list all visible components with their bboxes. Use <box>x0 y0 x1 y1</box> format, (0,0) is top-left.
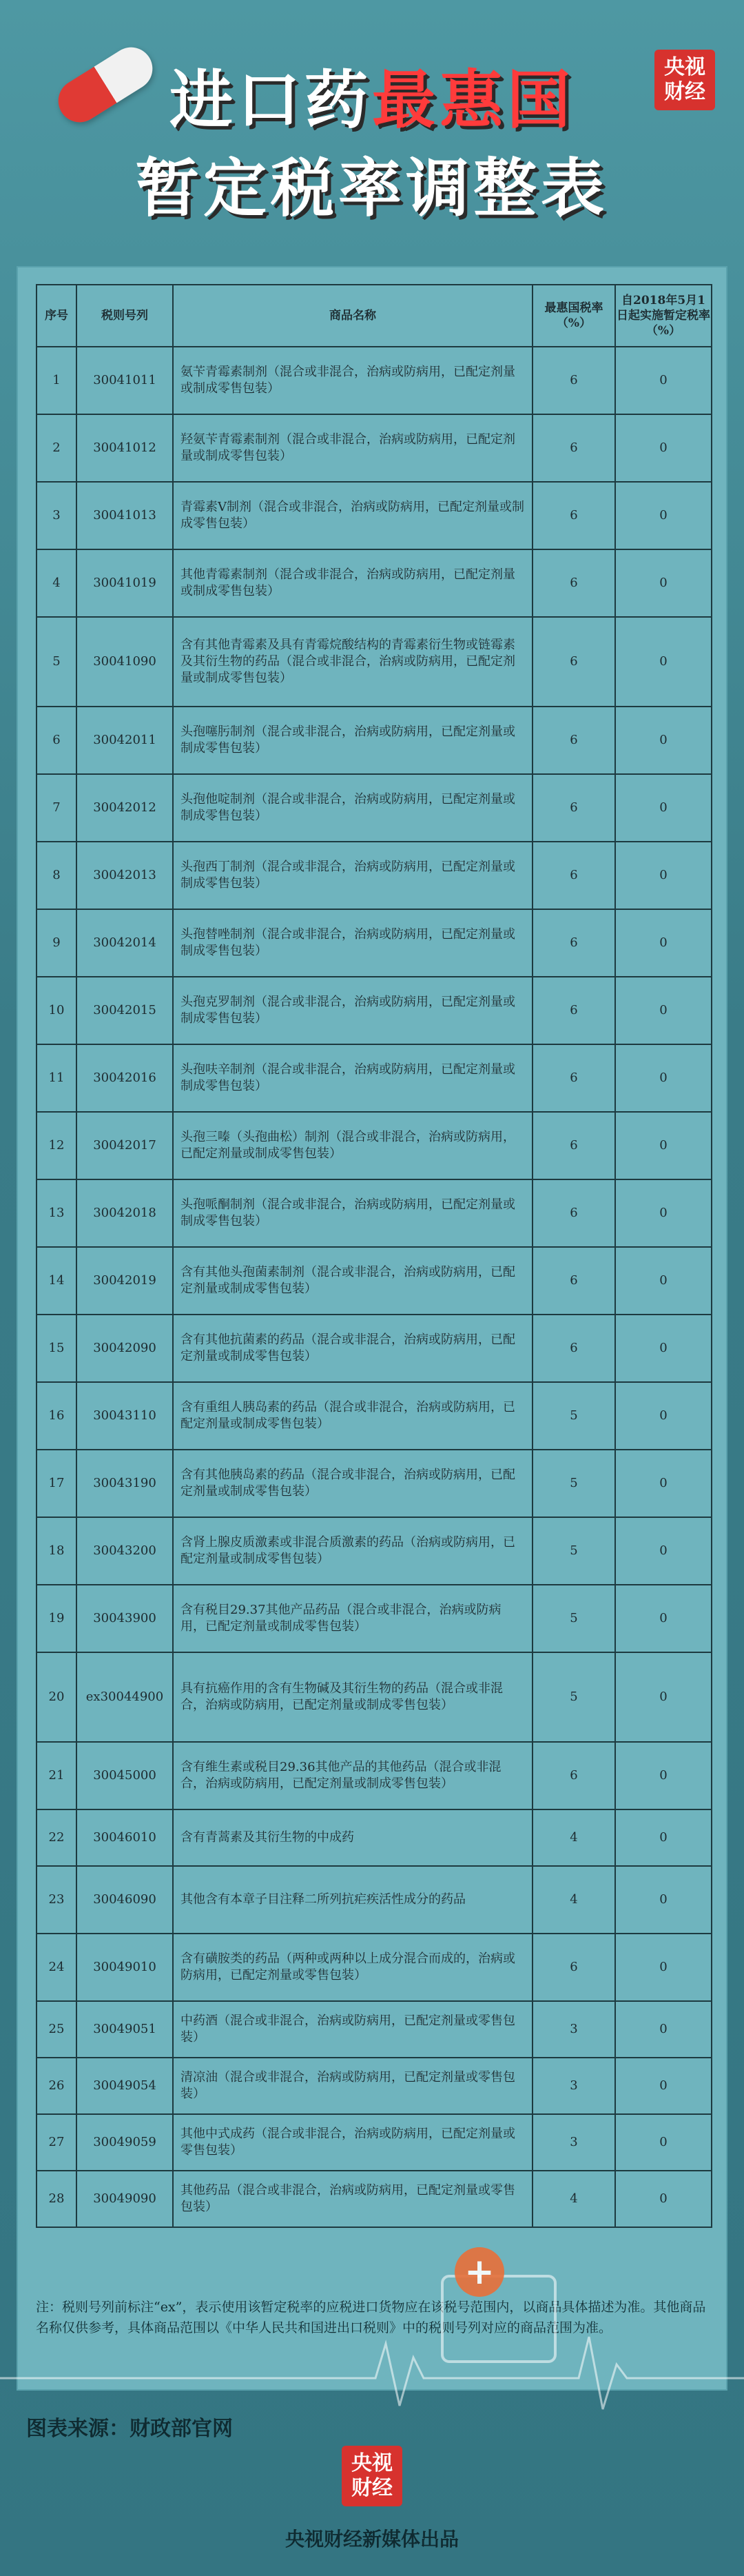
table-row <box>37 2114 712 2171</box>
mfn-rate: 6 <box>533 482 615 549</box>
mfn-rate: 6 <box>533 1315 615 1382</box>
row-index: 13 <box>37 1179 76 1247</box>
row-index: 1 <box>37 347 76 414</box>
row-index: 6 <box>37 707 76 774</box>
tariff-code: 30049051 <box>76 2001 173 2058</box>
row-index: 16 <box>37 1382 76 1450</box>
row-index: 18 <box>37 1517 76 1585</box>
provisional-rate: 0 <box>615 1742 712 1809</box>
mfn-rate: 4 <box>533 1866 615 1934</box>
table-row <box>37 1742 712 1809</box>
tariff-table <box>36 284 712 2228</box>
medical-cross-icon: + <box>455 2247 504 2297</box>
row-index: 11 <box>37 1044 76 1112</box>
header <box>0 0 744 262</box>
provisional-rate: 0 <box>615 909 712 977</box>
tariff-code: ex30044900 <box>76 1652 173 1742</box>
table-row <box>37 2001 712 2058</box>
chart-source: 图表来源：财政部官网 <box>26 2417 233 2441</box>
row-index: 27 <box>37 2114 76 2171</box>
row-index: 10 <box>37 977 76 1044</box>
table-row <box>37 909 712 977</box>
provisional-rate: 0 <box>615 1112 712 1179</box>
provisional-rate: 0 <box>615 2114 712 2171</box>
header-tariff-code: 税则号列 <box>76 285 173 347</box>
provisional-rate: 0 <box>615 1044 712 1112</box>
provisional-rate: 0 <box>615 1809 712 1866</box>
row-index: 23 <box>37 1866 76 1934</box>
row-index: 12 <box>37 1112 76 1179</box>
tariff-code: 30049054 <box>76 2058 173 2114</box>
provisional-rate: 0 <box>615 2171 712 2227</box>
row-index: 2 <box>37 414 76 482</box>
provisional-rate: 0 <box>615 1934 712 2001</box>
footer-brand-logo: 央视 财经 <box>342 2446 402 2506</box>
product-name: 头孢克罗制剂（混合或非混合，治病或防病用，已配定剂量或制成零售包装） <box>173 977 533 1044</box>
provisional-rate: 0 <box>615 1247 712 1315</box>
provisional-rate: 0 <box>615 1652 712 1742</box>
provisional-rate: 0 <box>615 1517 712 1585</box>
header-index: 序号 <box>37 285 76 347</box>
mfn-rate: 5 <box>533 1517 615 1585</box>
row-index: 21 <box>37 1742 76 1809</box>
product-name: 青霉素V制剂（混合或非混合，治病或防病用，已配定剂量或制成零售包装） <box>173 482 533 549</box>
table-row <box>37 1450 712 1517</box>
row-index: 9 <box>37 909 76 977</box>
table-row <box>37 774 712 842</box>
row-index: 19 <box>37 1585 76 1652</box>
table-row <box>37 482 712 549</box>
heartbeat-line-icon <box>0 2330 744 2413</box>
tariff-code: 30041012 <box>76 414 173 482</box>
tariff-code: 30042090 <box>76 1315 173 1382</box>
provisional-rate: 0 <box>615 414 712 482</box>
table-row <box>37 1934 712 2001</box>
table-row <box>37 1044 712 1112</box>
tariff-code: 30042016 <box>76 1044 173 1112</box>
table-row <box>37 414 712 482</box>
mfn-rate: 6 <box>533 549 615 617</box>
row-index: 22 <box>37 1809 76 1866</box>
mfn-rate: 5 <box>533 1585 615 1652</box>
table-row <box>37 2171 712 2227</box>
tariff-code: 30041090 <box>76 617 173 707</box>
row-index: 17 <box>37 1450 76 1517</box>
provisional-rate: 0 <box>615 1315 712 1382</box>
product-name: 含有其他头孢菌素制剂（混合或非混合，治病或防病用，已配定剂量或制成零售包装） <box>173 1247 533 1315</box>
table-row <box>37 1866 712 1934</box>
row-index: 28 <box>37 2171 76 2227</box>
table-row <box>37 707 712 774</box>
tariff-code: 30041019 <box>76 549 173 617</box>
tariff-code: 30046010 <box>76 1809 173 1866</box>
provisional-rate: 0 <box>615 347 712 414</box>
mfn-rate: 6 <box>533 1934 615 2001</box>
title-part-2: 最惠国 <box>372 63 575 137</box>
product-name: 氨苄青霉素制剂（混合或非混合，治病或防病用，已配定剂量或制成零售包装） <box>173 347 533 414</box>
tariff-code: 30042013 <box>76 842 173 909</box>
table-row <box>37 1382 712 1450</box>
mfn-rate: 3 <box>533 2058 615 2114</box>
mfn-rate: 5 <box>533 1450 615 1517</box>
table-row <box>37 1585 712 1652</box>
tariff-code: 30042019 <box>76 1247 173 1315</box>
tariff-code: 30049010 <box>76 1934 173 2001</box>
product-name: 含有青蒿素及其衍生物的中成药 <box>173 1809 533 1866</box>
provisional-rate: 0 <box>615 549 712 617</box>
provisional-rate: 0 <box>615 617 712 707</box>
product-name: 羟氨苄青霉素制剂（混合或非混合，治病或防病用，已配定剂量或制成零售包装） <box>173 414 533 482</box>
tariff-code: 30041011 <box>76 347 173 414</box>
tariff-code: 30043190 <box>76 1450 173 1517</box>
table-row <box>37 549 712 617</box>
row-index: 25 <box>37 2001 76 2058</box>
product-name: 具有抗癌作用的含有生物碱及其衍生物的药品（混合或非混合，治病或防病用，已配定剂量或制成零售包装） <box>173 1652 533 1742</box>
table-footnote: 注：税则号列前标注“ex”，表示使用该暂定税率的应税进口货物应在该税号范围内，以商品具体描述为准。其他商品名称仅供参考，具体商品范围以《中华人民共和国进出口税则》中的税则号列对应的商品范围为准。 <box>36 2300 706 2335</box>
product-name: 含有磺胺类的药品（两种或两种以上成分混合而成的，治病或防病用，已配定剂量或零售包装） <box>173 1934 533 2001</box>
product-name: 含有其他胰岛素的药品（混合或非混合，治病或防病用，已配定剂量或制成零售包装） <box>173 1450 533 1517</box>
first-aid-kit-icon <box>441 2275 557 2363</box>
tariff-code: 30043200 <box>76 1517 173 1585</box>
product-name: 含有其他抗菌素的药品（混合或非混合，治病或防病用，已配定剂量或制成零售包装） <box>173 1315 533 1382</box>
header-provisional-rate: 自2018年5月1日起实施暂定税率（%） <box>615 285 712 347</box>
product-name: 含有税目29.37其他产品药品（混合或非混合，治病或防病用，已配定剂量或制成零售包装） <box>173 1585 533 1652</box>
mfn-rate: 6 <box>533 347 615 414</box>
header-product-name: 商品名称 <box>173 285 533 347</box>
table-row <box>37 842 712 909</box>
provisional-rate: 0 <box>615 1585 712 1652</box>
table-row <box>37 1315 712 1382</box>
product-name: 含有其他青霉素及具有青霉烷酸结构的青霉素衍生物或链霉素及其衍生物的药品（混合或非混合，治病或防病用，已配定剂量或制成零售包装） <box>173 617 533 707</box>
table-panel <box>17 266 727 2391</box>
mfn-rate: 6 <box>533 617 615 707</box>
mfn-rate: 3 <box>533 2001 615 2058</box>
table-row <box>37 1179 712 1247</box>
mfn-rate: 6 <box>533 774 615 842</box>
provisional-rate: 0 <box>615 2058 712 2114</box>
mfn-rate: 4 <box>533 1809 615 1866</box>
provisional-rate: 0 <box>615 1866 712 1934</box>
tariff-code: 30042015 <box>76 977 173 1044</box>
table-row <box>37 1652 712 1742</box>
mfn-rate: 6 <box>533 1112 615 1179</box>
header-mfn-rate: 最惠国税率（%） <box>533 285 615 347</box>
mfn-rate: 6 <box>533 1044 615 1112</box>
product-name: 头孢噻肟制剂（混合或非混合，治病或防病用，已配定剂量或制成零售包装） <box>173 707 533 774</box>
row-index: 26 <box>37 2058 76 2114</box>
product-name: 其他含有本章子目注释二所列抗疟疾活性成分的药品 <box>173 1866 533 1934</box>
tariff-code: 30042011 <box>76 707 173 774</box>
mfn-rate: 6 <box>533 977 615 1044</box>
product-name: 其他中式成药（混合或非混合，治病或防病用，已配定剂量或零售包装） <box>173 2114 533 2171</box>
mfn-rate: 4 <box>533 2171 615 2227</box>
table-header-row <box>37 285 712 347</box>
product-name: 含有维生素或税目29.36其他产品的其他药品（混合或非混合，治病或防病用，已配定剂量或制成零售包装） <box>173 1742 533 1809</box>
mfn-rate: 6 <box>533 842 615 909</box>
mfn-rate: 6 <box>533 1179 615 1247</box>
product-name: 头孢替唑制剂（混合或非混合，治病或防病用，已配定剂量或制成零售包装） <box>173 909 533 977</box>
mfn-rate: 5 <box>533 1382 615 1450</box>
product-name: 其他青霉素制剂（混合或非混合，治病或防病用，已配定剂量或制成零售包装） <box>173 549 533 617</box>
table-row <box>37 347 712 414</box>
tariff-code: 30043900 <box>76 1585 173 1652</box>
tariff-code: 30042017 <box>76 1112 173 1179</box>
provisional-rate: 0 <box>615 1382 712 1450</box>
row-index: 20 <box>37 1652 76 1742</box>
tariff-code: 30046090 <box>76 1866 173 1934</box>
provisional-rate: 0 <box>615 482 712 549</box>
mfn-rate: 3 <box>533 2114 615 2171</box>
row-index: 14 <box>37 1247 76 1315</box>
row-index: 5 <box>37 617 76 707</box>
tariff-code: 30042014 <box>76 909 173 977</box>
mfn-rate: 6 <box>533 909 615 977</box>
product-name: 头孢呋辛制剂（混合或非混合，治病或防病用，已配定剂量或制成零售包装） <box>173 1044 533 1112</box>
provisional-rate: 0 <box>615 774 712 842</box>
mfn-rate: 5 <box>533 1652 615 1742</box>
row-index: 24 <box>37 1934 76 2001</box>
provisional-rate: 0 <box>615 977 712 1044</box>
table-row <box>37 2058 712 2114</box>
mfn-rate: 6 <box>533 707 615 774</box>
tariff-code: 30045000 <box>76 1742 173 1809</box>
table-row <box>37 977 712 1044</box>
tariff-code: 30043110 <box>76 1382 173 1450</box>
provisional-rate: 0 <box>615 1179 712 1247</box>
tariff-code: 30049059 <box>76 2114 173 2171</box>
brand-logo: 央视 财经 <box>654 50 715 110</box>
tariff-code: 30041013 <box>76 482 173 549</box>
mfn-rate: 6 <box>533 414 615 482</box>
title-part-1: 进口药 <box>169 63 372 137</box>
mfn-rate: 6 <box>533 1742 615 1809</box>
product-name: 中药酒（混合或非混合，治病或防病用，已配定剂量或零售包装） <box>173 2001 533 2058</box>
table-row <box>37 1247 712 1315</box>
product-name: 清凉油（混合或非混合，治病或防病用，已配定剂量或零售包装） <box>173 2058 533 2114</box>
producer-credit: 央视财经新媒体出品 <box>285 2528 459 2550</box>
product-name: 头孢他啶制剂（混合或非混合，治病或防病用，已配定剂量或制成零售包装） <box>173 774 533 842</box>
product-name: 头孢哌酮制剂（混合或非混合，治病或防病用，已配定剂量或制成零售包装） <box>173 1179 533 1247</box>
row-index: 15 <box>37 1315 76 1382</box>
mfn-rate: 6 <box>533 1247 615 1315</box>
product-name: 含有重组人胰岛素的药品（混合或非混合，治病或防病用，已配定剂量或制成零售包装） <box>173 1382 533 1450</box>
table-row <box>37 1112 712 1179</box>
title-line-1 <box>0 50 744 141</box>
product-name: 头孢西丁制剂（混合或非混合，治病或防病用，已配定剂量或制成零售包装） <box>173 842 533 909</box>
product-name: 其他药品（混合或非混合，治病或防病用，已配定剂量或零售包装） <box>173 2171 533 2227</box>
provisional-rate: 0 <box>615 842 712 909</box>
product-name: 头孢三嗪（头孢曲松）制剂（混合或非混合，治病或防病用，已配定剂量或制成零售包装） <box>173 1112 533 1179</box>
table-row <box>37 1809 712 1866</box>
tariff-code: 30042012 <box>76 774 173 842</box>
row-index: 3 <box>37 482 76 549</box>
title-line-2: 暂定税率调整表 <box>135 152 608 225</box>
provisional-rate: 0 <box>615 707 712 774</box>
tariff-code: 30042018 <box>76 1179 173 1247</box>
product-name: 含肾上腺皮质激素或非混合质激素的药品（治病或防病用，已配定剂量或制成零售包装） <box>173 1517 533 1585</box>
table-row <box>37 617 712 707</box>
table-row <box>37 1517 712 1585</box>
provisional-rate: 0 <box>615 1450 712 1517</box>
row-index: 8 <box>37 842 76 909</box>
row-index: 4 <box>37 549 76 617</box>
row-index: 7 <box>37 774 76 842</box>
provisional-rate: 0 <box>615 2001 712 2058</box>
tariff-code: 30049090 <box>76 2171 173 2227</box>
